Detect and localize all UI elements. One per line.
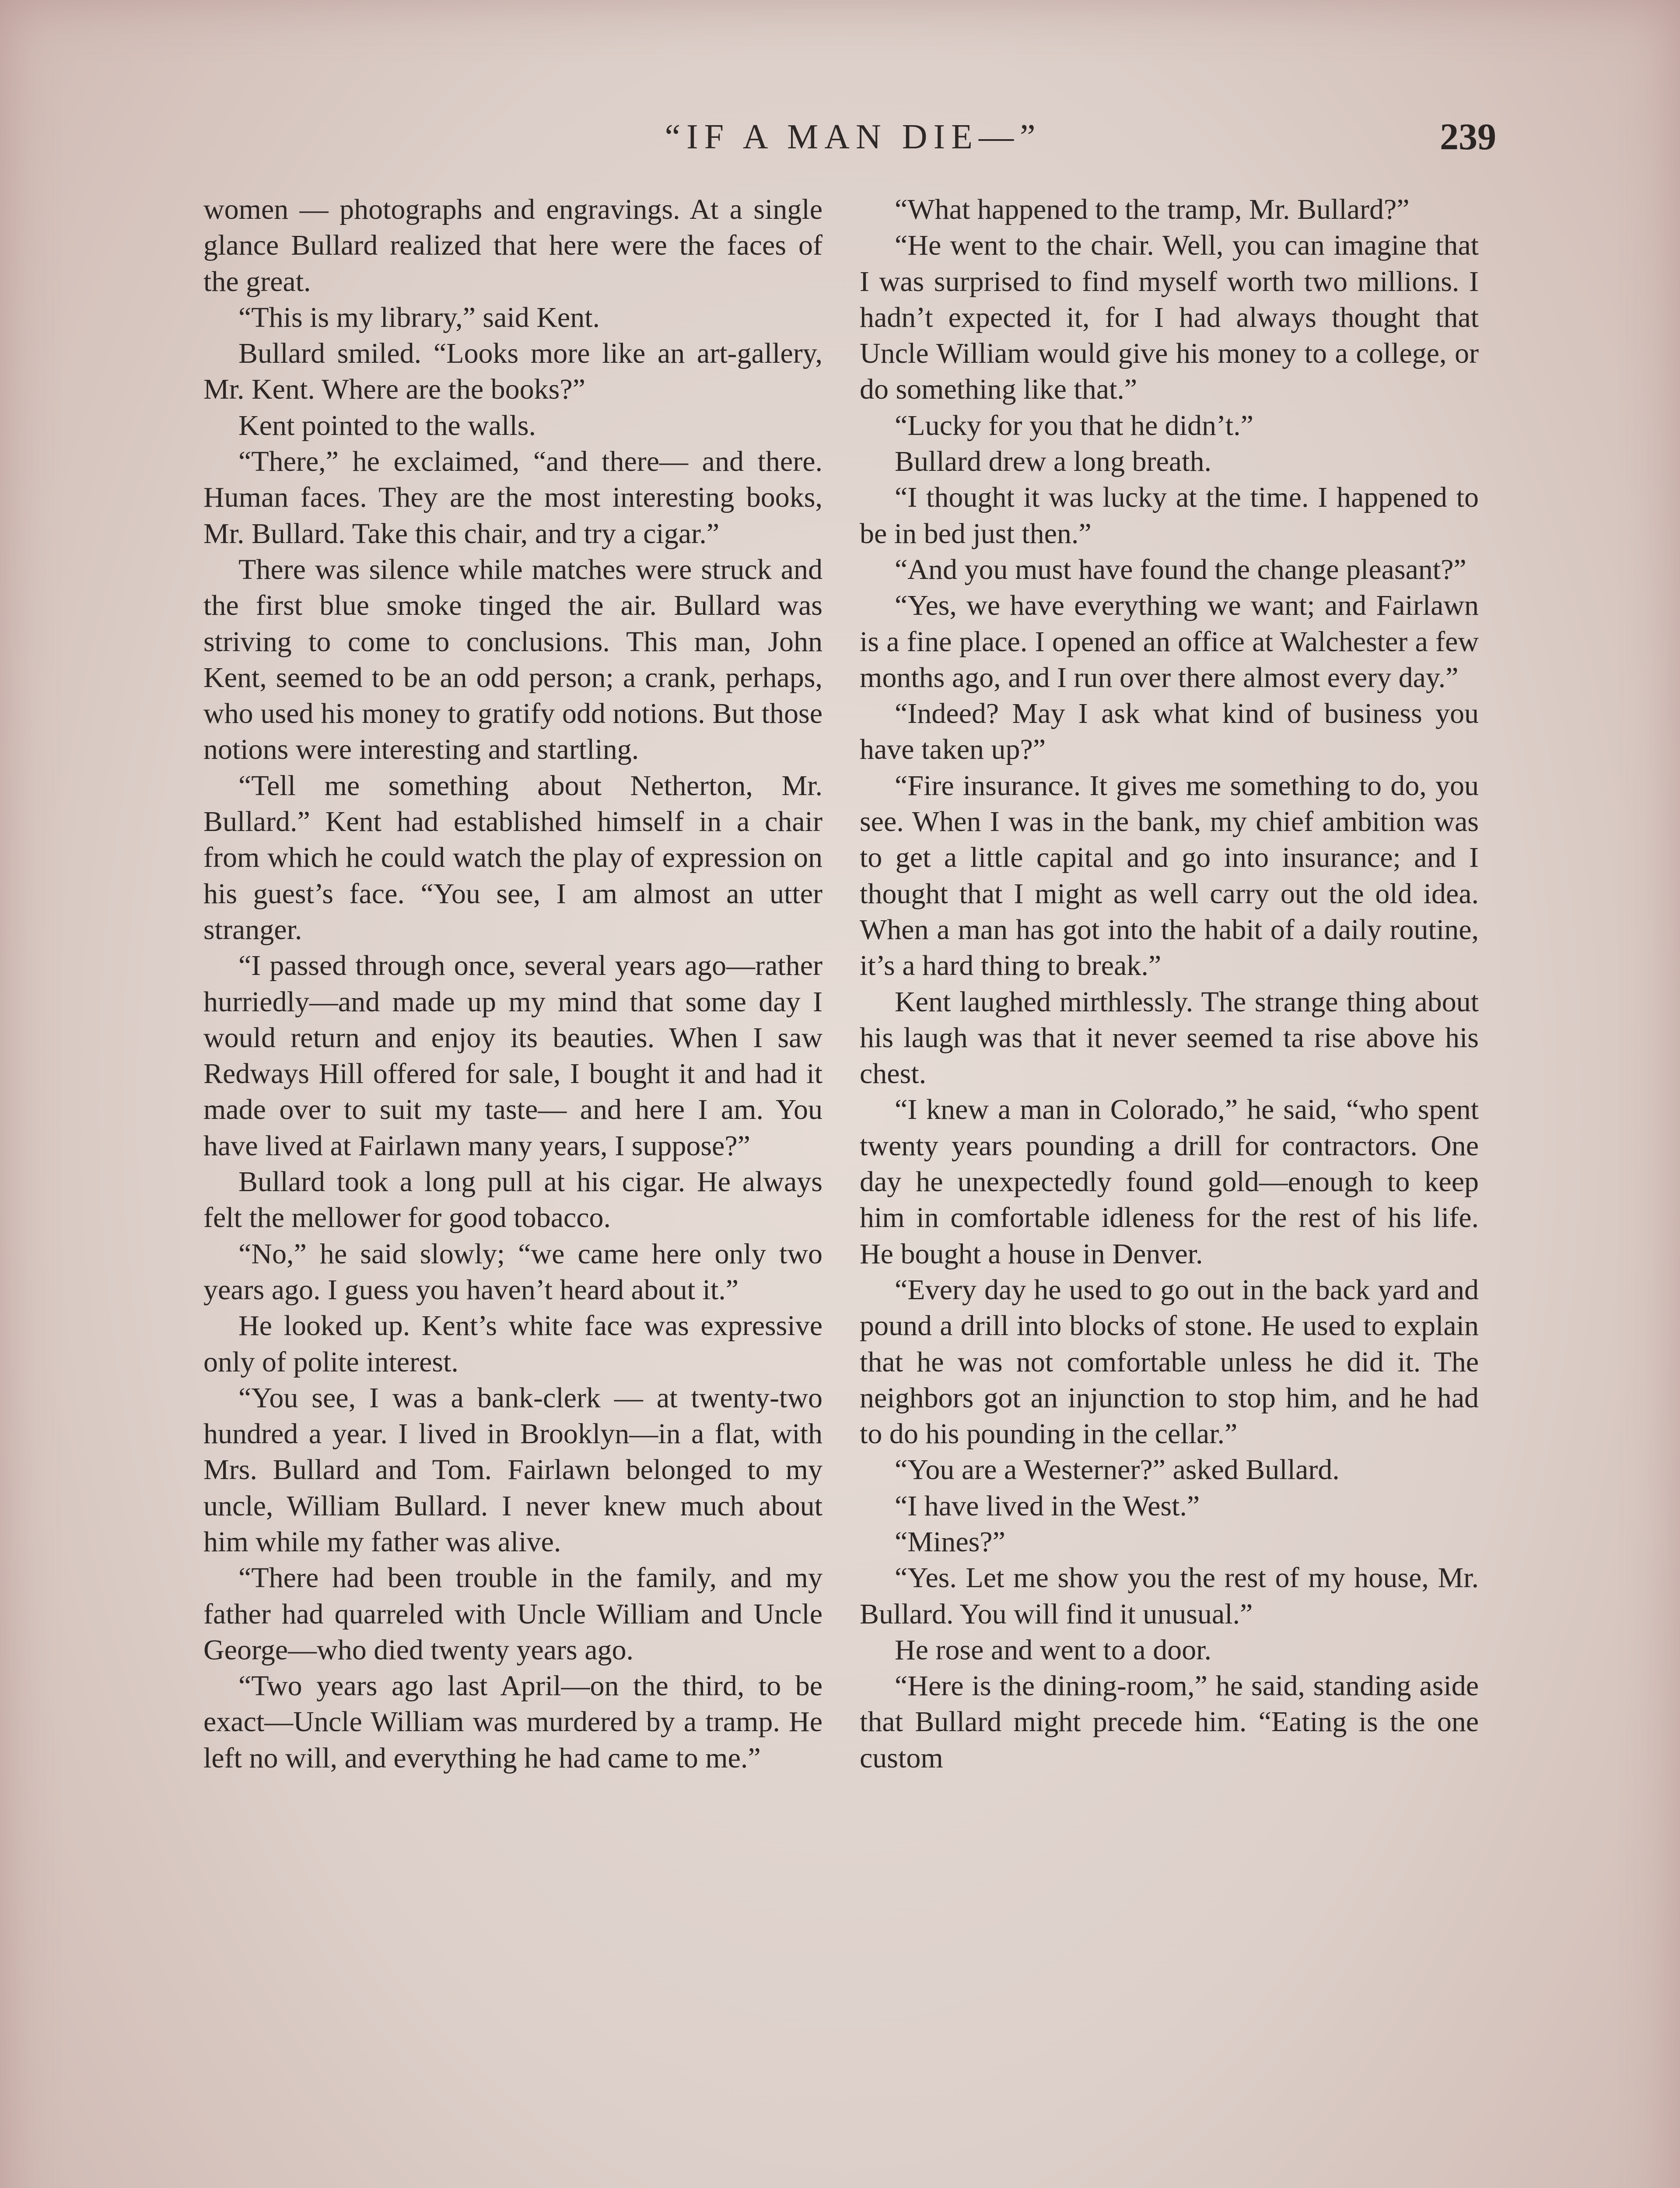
paragraph: Bullard took a long pull at his cigar. He always felt the mellower for good tobacco. [203, 1166, 822, 1234]
paragraph: “I thought it was lucky at the time. I happened to be in bed just then.” [860, 481, 1479, 550]
paragraph: “Two years ago last April—on the third, to be exact—Uncle William was murdered by a tramp. He left no will, and everything he had came to me.” [203, 1670, 822, 1774]
paragraph: “What happened to the tramp, Mr. Bullard?” [895, 193, 1410, 225]
paragraph: Bullard smiled. “Looks more like an art-gallery, Mr. Kent. Where are the books?” [203, 337, 822, 406]
paragraph: “Yes, we have everything we want; and Fairlawn is a fine place. I opened an office at Walchester a few months ago, and I run over there almost every day.” [860, 589, 1479, 694]
paragraph: “Every day he used to go out in the back yard and pound a drill into blocks of stone. He used to explain that he was not comfortable unless he did it. The neighbors got an injunction to stop him, and he had to do his pounding in the cellar.” [860, 1273, 1479, 1450]
paragraph: There was silence while matches were struck and the first blue smoke tinged the air. Bullard was striving to come to conclusions. This man, John Kent, seemed to be an odd person; a crank, perhaps, who used his money to gratify odd notions. But those notions were interesting and startling. [203, 553, 822, 766]
paragraph: “Mines?” [895, 1525, 1005, 1558]
paragraph: Kent pointed to the walls. [238, 409, 536, 442]
paragraph: “You are a Westerner?” asked Bullard. [895, 1454, 1340, 1486]
paragraph: “Lucky for you that he didn’t.” [895, 409, 1253, 442]
paragraph: He looked up. Kent’s white face was expressive only of polite interest. [203, 1310, 822, 1378]
paragraph: “Yes. Let me show you the rest of my house, Mr. Bullard. You will find it unusual.” [860, 1562, 1479, 1630]
paragraph: Bullard drew a long breath. [895, 445, 1211, 478]
paragraph: “I knew a man in Colorado,” he said, “who spent twenty years pounding a drill for contractors. One day he unexpectedly found gold—enough to keep him in comfortable idleness for the rest of his life. He bought a house in Denver. [860, 1094, 1479, 1270]
paragraph: “There,” he exclaimed, “and there— and there. Human faces. They are the most interesting books, Mr. Bullard. Take this chair, and try a cigar.” [203, 445, 822, 550]
paragraph: “He went to the chair. Well, you can imagine that I was surprised to find myself worth two millions. I hadn’t expected it, for I had always thought that Uncle William would give his money to a college, or do something like that.” [860, 229, 1479, 406]
right-column [860, 192, 1479, 1776]
left-column [203, 192, 822, 1776]
paragraph: “Tell me something about Netherton, Mr. Bullard.” Kent had established himself in a chair from which he could watch the play of expression on his guest’s face. “You see, I am almost an utter stranger. [203, 769, 822, 946]
paragraph: women — photographs and engravings. At a single glance Bullard realized that here were the faces of the great. [203, 193, 822, 298]
paragraph: Kent laughed mirthlessly. The strange thing about his laugh was that it never seemed ta rise above his chest. [860, 985, 1479, 1090]
paragraph: “There had been trouble in the family, and my father had quarreled with Uncle William and Uncle George—who died twenty years ago. [203, 1562, 822, 1666]
paragraph: “This is my library,” said Kent. [238, 301, 600, 333]
paragraph: “Fire insurance. It gives me something to do, you see. When I was in the bank, my chief ambition was to get a little capital and go into insurance; and I thought that I might as well carry out the old idea. When a man has got into the habit of a daily routine, it’s a hard thing to break.” [860, 769, 1479, 982]
page-number: 239 [1440, 116, 1496, 158]
paragraph: “No,” he said slowly; “we came here only two years ago. I guess you haven’t heard about it.” [203, 1238, 822, 1306]
paragraph: He rose and went to a door. [895, 1634, 1211, 1666]
running-title: “IF A MAN DIE—” [665, 118, 1042, 156]
paragraph: “I have lived in the West.” [895, 1490, 1200, 1522]
paragraph: “And you must have found the change pleasant?” [895, 553, 1466, 586]
paragraph: “You see, I was a bank-clerk — at twenty-two hundred a year. I lived in Brooklyn—in a flat, with Mrs. Bullard and Tom. Fairlawn belonged to my uncle, William Bullard. I never knew much about him while my father was alive. [203, 1382, 822, 1558]
paragraph: “Here is the dining-room,” he said, standing aside that Bullard might precede him. “Eating is the one custom [860, 1670, 1479, 1774]
paragraph: “I passed through once, several years ago—rather hurriedly—and made up my mind that some day I would return and enjoy its beauties. When I saw Redways Hill offered for sale, I bought it and had it made over to suit my taste— and here I am. You have lived at Fairlawn many years, I suppose?” [203, 950, 822, 1162]
paragraph: “Indeed? May I ask what kind of business you have taken up?” [860, 698, 1479, 766]
